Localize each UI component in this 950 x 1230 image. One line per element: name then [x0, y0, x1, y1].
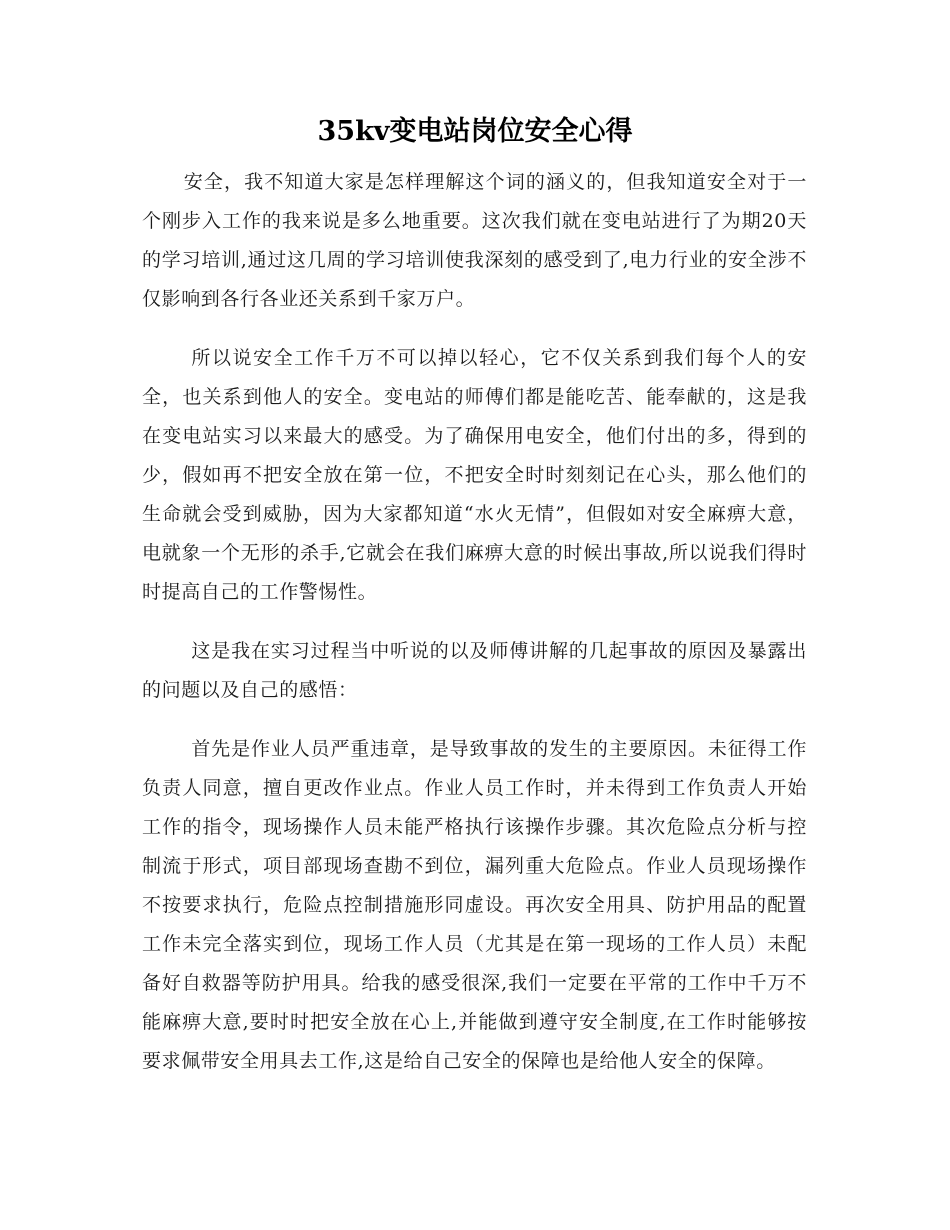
document-title: 35kv变电站岗位安全心得	[317, 116, 633, 147]
document-body	[142, 163, 807, 1101]
paragraph-2: 所以说安全工作千万不可以掉以轻心，它不仅关系到我们每个人的安全，也关系到他人的安全。变电站的师傅们都是能吃苦、能奉献的，这是我在变电站实习以来最大的感受。为了确保用电安全，他们付出的多，得到的少，假如再不把安全放在第一位，不把安全时时刻刻记在心头，那么他们的生命就会受到威胁，因为大家都知道“水火无情”，但假如对安全麻痹大意，电就象一个无形的杀手,它就会在我们麻痹大意的时候出事故,所以说我们得时时提高自己的工作警惕性。	[142, 347, 807, 603]
paragraph-4: 首先是作业人员严重违章，是导致事故的发生的主要原因。未征得工作负责人同意，擅自更改作业点。作业人员工作时，并未得到工作负责人开始工作的指令，现场操作人员未能严格执行该操作步骤。其次危险点分析与控制流于形式，项目部现场查勘不到位，漏列重大危险点。作业人员现场操作不按要求执行，危险点控制措施形同虚设。再次安全用具、防护用品的配置工作未完全落实到位，现场工作人员（尤其是在第一现场的工作人员）未配备好自救器等防护用具。给我的感受很深,我们一定要在平常的工作中千万不能麻痹大意,要时时把安全放在心上,并能做到遵守安全制度,在工作时能够按要求佩带安全用具去工作,这是给自己安全的保障也是给他人安全的保障。	[142, 738, 807, 1072]
paragraph-3: 这是我在实习过程当中听说的以及师傅讲解的几起事故的原因及暴露出的问题以及自己的感悟：	[142, 640, 807, 701]
paragraph-1: 安全，我不知道大家是怎样理解这个词的涵义的，但我知道安全对于一个刚步入工作的我来说是多么地重要。这次我们就在变电站进行了为期20天的学习培训,通过这几周的学习培训使我深刻的感受到了,电力行业的安全涉不仅影响到各行各业还关系到千家万户。	[142, 171, 807, 310]
